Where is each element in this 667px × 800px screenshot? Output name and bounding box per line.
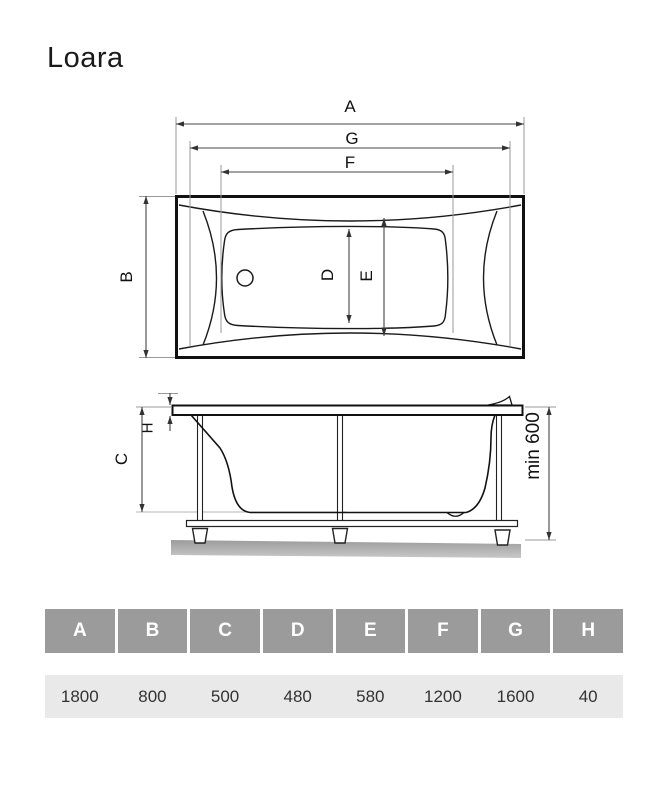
dim-label-h: H — [139, 422, 157, 434]
min-height-label: min 600 — [523, 412, 544, 480]
table-value-cell: 1800 — [60, 686, 99, 706]
dim-label-g: G — [345, 129, 359, 148]
dim-label-a: A — [344, 97, 356, 116]
dimension-table — [45, 609, 623, 718]
dim-label-f: F — [344, 153, 356, 172]
table-value-cell: 1200 — [424, 686, 462, 706]
dim-label-e: E — [357, 270, 376, 282]
top-view — [139, 117, 524, 358]
dim-label-b: B — [117, 271, 136, 283]
rim-lip — [488, 397, 512, 406]
table-value-cell: 40 — [578, 686, 598, 706]
table-header-cell: D — [263, 609, 333, 653]
table-value-cell: 480 — [283, 686, 312, 706]
table-header-cell: F — [408, 609, 478, 653]
dim-label-c: C — [112, 452, 131, 466]
table-header-cell: A — [45, 609, 115, 653]
table-header-cell: H — [553, 609, 623, 653]
dim-label-d: D — [318, 268, 337, 282]
table-value-cell: 800 — [138, 686, 167, 706]
dimension-table-header-row — [45, 609, 623, 653]
page-title: Loara — [47, 42, 124, 74]
dimension-table-value-row — [45, 675, 623, 718]
table-value-cell: 580 — [356, 686, 385, 706]
frame-rail — [187, 521, 518, 527]
table-row-gap — [45, 653, 623, 675]
table-value-cell: 500 — [210, 686, 240, 706]
table-value-cell: 1600 — [496, 686, 535, 706]
table-header-cell: G — [481, 609, 551, 653]
side-view — [136, 393, 556, 558]
table-header-cell: B — [118, 609, 188, 653]
frame-posts — [198, 415, 502, 521]
table-header-cell: C — [190, 609, 260, 653]
tub-rim-side — [173, 406, 523, 416]
ground — [171, 540, 521, 558]
table-header-cell: E — [336, 609, 406, 653]
drain-icon — [237, 270, 253, 286]
